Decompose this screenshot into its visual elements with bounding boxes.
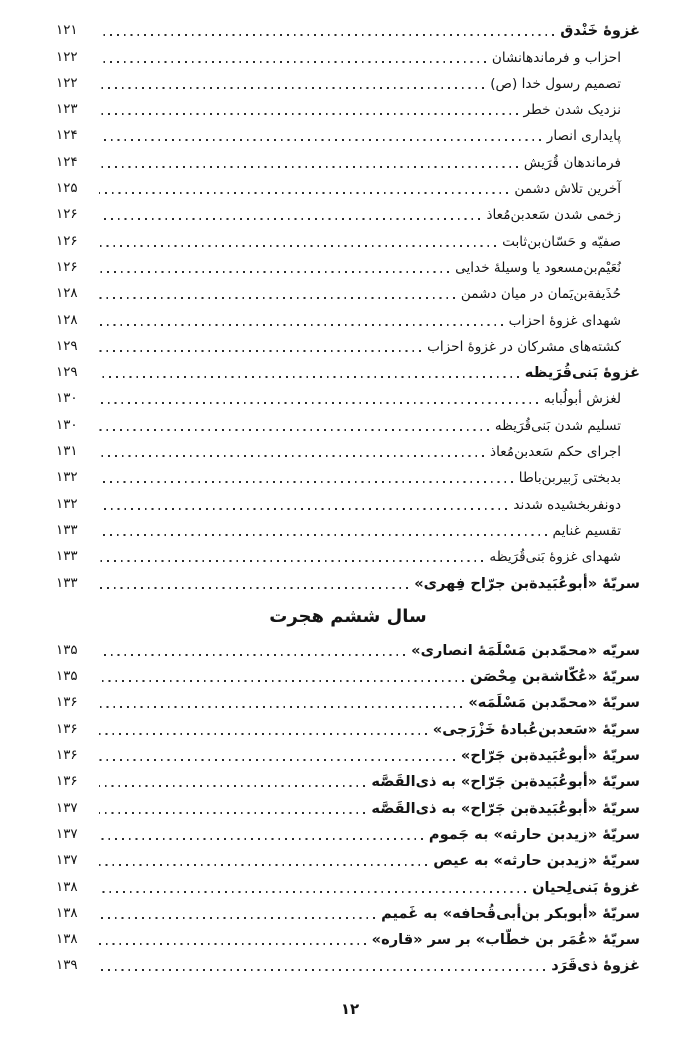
entry-page-number: ۱۳۸ xyxy=(56,932,78,948)
toc-entry xyxy=(56,661,640,687)
dot-leader xyxy=(99,166,518,168)
entry-title: سریّهٔ «عُکّاشة‌بن مِحْصَن xyxy=(469,668,640,686)
dot-leader xyxy=(99,785,365,787)
entry-page-number: ۱۲۱ xyxy=(56,23,78,39)
toc-entry xyxy=(56,225,640,251)
dot-leader xyxy=(99,508,507,510)
entry-page-number: ۱۳۹ xyxy=(56,958,78,974)
toc-entry xyxy=(56,252,640,278)
entry-title: سریّهٔ «زیدبن حارثه» به عیص xyxy=(433,852,640,870)
entry-title: سریّهٔ «عُمَر بن خطّاب» بر سر «قاره» xyxy=(371,931,640,949)
dot-leader xyxy=(99,324,503,326)
dot-leader xyxy=(99,560,483,562)
toc-entry xyxy=(56,871,640,897)
entry-page-number: ۱۳۸ xyxy=(56,905,78,921)
entry-title: بدبختی زَبیربن‌باطا xyxy=(518,470,621,487)
entry-title: احزاب و فرماندهانشان xyxy=(491,49,621,66)
entry-title: غزوهٔ بَنی‌قُرَیظه xyxy=(524,364,640,382)
dot-leader xyxy=(99,297,455,299)
section-heading: سال ششم هجرت xyxy=(269,605,427,627)
toc-entry xyxy=(56,713,640,739)
entry-page-number: ۱۳۶ xyxy=(56,695,78,711)
toc-entry xyxy=(56,357,640,383)
dot-leader xyxy=(99,402,538,404)
dot-leader xyxy=(99,587,408,589)
entry-page-number: ۱۲۳ xyxy=(56,102,78,118)
toc-entry xyxy=(56,819,640,845)
entry-title: کشته‌های مشرکان در غزوهٔ احزاب xyxy=(427,338,621,355)
entry-title: فرماندهان قُرَیش xyxy=(523,154,621,171)
entry-page-number: ۱۲۹ xyxy=(56,338,78,354)
entry-page-number: ۱۳۶ xyxy=(56,774,78,790)
toc-entry xyxy=(56,173,640,199)
dot-leader xyxy=(99,733,427,735)
toc-entry xyxy=(56,766,640,792)
entry-page-number: ۱۲۲ xyxy=(56,49,78,65)
toc-entry xyxy=(56,94,640,120)
entry-title: سریّهٔ «زیدبن حارثه» به جَموم xyxy=(428,825,640,843)
dot-leader xyxy=(99,245,496,247)
toc-entry xyxy=(56,304,640,330)
entry-title: غزوهٔ خَنْدق xyxy=(560,22,640,40)
entry-title: سریّهٔ «محمّدبن مَسْلَمَه» xyxy=(468,694,640,712)
entry-title: زخمی شدن سَعدبن‌مُعاذ xyxy=(486,207,621,224)
entry-page-number: ۱۳۶ xyxy=(56,721,78,737)
toc-entry xyxy=(56,687,640,713)
entry-title: حُذَیفة‌بن‌یَمان در میان دشمن xyxy=(460,286,621,303)
entry-page-number: ۱۲۴ xyxy=(56,128,78,144)
entry-page-number: ۱۳۵ xyxy=(56,669,78,685)
entry-title: سریّهٔ «أبوعُبَیدة‌بن جَرّاح» به ذی‌القَصَّه xyxy=(371,799,640,817)
toc-entry xyxy=(56,541,640,567)
toc-entry xyxy=(56,15,640,41)
entry-title: نزدیک شدن خطر xyxy=(523,102,621,119)
dot-leader xyxy=(99,87,484,89)
entry-page-number: ۱۲۶ xyxy=(56,259,78,275)
dot-leader xyxy=(99,838,423,840)
entry-page-number: ۱۲۲ xyxy=(56,75,78,91)
toc-entry xyxy=(56,436,640,462)
entry-page-number: ۱۳۷ xyxy=(56,853,78,869)
entry-page-number: ۱۲۶ xyxy=(56,207,78,223)
dot-leader xyxy=(99,455,484,457)
toc-entry xyxy=(56,488,640,514)
entry-title: تسلیم شدن بَنی‌قُرَیظه xyxy=(494,417,621,434)
toc-entry xyxy=(56,950,640,976)
dot-leader xyxy=(99,891,526,893)
entry-page-number: ۱۳۱ xyxy=(56,444,78,460)
entry-title: لغزش أبولُبابه xyxy=(543,391,621,408)
entry-title: تصمیم رسول خدا (ص) xyxy=(490,75,621,92)
toc-entry xyxy=(56,409,640,435)
dot-leader xyxy=(99,139,541,141)
dot-leader xyxy=(99,759,455,761)
entry-page-number: ۱۳۲ xyxy=(56,496,78,512)
entry-page-number: ۱۲۴ xyxy=(56,154,78,170)
toc-entry xyxy=(56,898,640,924)
entry-title: سریّهٔ «أبوعُبَیدة‌بن جرّاح فِهری» xyxy=(414,574,640,592)
entry-page-number: ۱۳۰ xyxy=(56,417,78,433)
entry-title: سریّهٔ «سَعدبن‌عُبادهٔ خَزْرَجی» xyxy=(432,720,640,738)
toc-entry xyxy=(56,740,640,766)
toc-entry xyxy=(56,383,640,409)
dot-leader xyxy=(99,61,486,63)
dot-leader xyxy=(99,812,365,814)
entry-title: سریّهٔ «أبوعُبَیدة‌بن جَرّاح» xyxy=(460,747,640,765)
dot-leader xyxy=(99,271,449,273)
entry-page-number: ۱۲۹ xyxy=(56,365,78,381)
entry-page-number: ۱۲۵ xyxy=(56,181,78,197)
toc-entry xyxy=(56,845,640,871)
dot-leader xyxy=(99,864,427,866)
entry-page-number: ۱۳۳ xyxy=(56,575,78,591)
entry-title: اجرای حکم سَعدبن‌مُعاذ xyxy=(490,444,621,461)
entry-page-number: ۱۳۵ xyxy=(56,642,78,658)
entry-title: پایداری انصار xyxy=(546,128,621,145)
dot-leader xyxy=(99,218,480,220)
toc-entry xyxy=(56,199,640,225)
toc-entry xyxy=(56,68,640,94)
entry-title: شهدای غزوهٔ بَنی‌قُرَیظه xyxy=(489,549,621,566)
dot-leader xyxy=(99,481,513,483)
dot-leader xyxy=(99,429,489,431)
toc-entry xyxy=(56,278,640,304)
toc-entry xyxy=(56,515,640,541)
entry-page-number: ۱۳۰ xyxy=(56,391,78,407)
entry-title: تقسیم غنایم xyxy=(552,522,621,539)
dot-leader xyxy=(99,113,518,115)
dot-leader xyxy=(99,680,464,682)
entry-title: سریّه «محمّدبن مَسْلَمَهٔ انصاری» xyxy=(411,641,640,659)
entry-title: شهدای غزوهٔ احزاب xyxy=(508,312,621,329)
entry-page-number: ۱۲۶ xyxy=(56,233,78,249)
entry-page-number: ۱۳۳ xyxy=(56,522,78,538)
toc-entry xyxy=(56,120,640,146)
entry-page-number: ۱۳۷ xyxy=(56,826,78,842)
entry-title: غزوهٔ بَنی‌لِحیان xyxy=(532,878,640,896)
dot-leader xyxy=(99,917,375,919)
entry-title: نُعَیْم‌بن‌مسعود یا وسیلهٔ خدایی xyxy=(455,259,621,276)
footer-page-number: ۱۲ xyxy=(340,1000,360,1018)
dot-leader xyxy=(99,534,547,536)
dot-leader xyxy=(99,969,545,971)
dot-leader xyxy=(99,943,366,945)
toc-entry xyxy=(56,146,640,172)
dot-leader xyxy=(99,350,421,352)
dot-leader xyxy=(99,376,519,378)
toc-entry xyxy=(56,792,640,818)
toc-entry xyxy=(56,462,640,488)
entry-page-number: ۱۳۶ xyxy=(56,748,78,764)
dot-leader xyxy=(99,706,462,708)
entry-page-number: ۱۳۲ xyxy=(56,470,78,486)
toc-entry xyxy=(56,331,640,357)
entry-page-number: ۱۳۷ xyxy=(56,800,78,816)
entry-title: سریّهٔ «أبوعُبَیدة‌بن جَرّاح» به ذی‌القَصَّه xyxy=(371,773,640,791)
entry-page-number: ۱۳۳ xyxy=(56,549,78,565)
entry-page-number: ۱۲۸ xyxy=(56,312,78,328)
dot-leader xyxy=(99,192,508,194)
entry-title: دونفربخشیده شدند xyxy=(513,496,621,513)
entry-page-number: ۱۲۸ xyxy=(56,286,78,302)
entry-title: صفیّه و حَسّان‌بن‌ثابت xyxy=(502,233,621,250)
toc-entry xyxy=(56,924,640,950)
toc-entry xyxy=(56,567,640,593)
dot-leader xyxy=(99,654,405,656)
toc-entry xyxy=(56,41,640,67)
dot-leader xyxy=(99,34,554,36)
entry-page-number: ۱۳۸ xyxy=(56,879,78,895)
entry-title: آخرین تلاش دشمن xyxy=(514,181,621,198)
toc-entry xyxy=(56,635,640,661)
entry-title: سریّهٔ «أبوبکر بن‌أبی‌قُحافه» به غَمیم xyxy=(381,904,640,922)
entry-title: غزوهٔ ذی‌قَرَد xyxy=(551,957,640,975)
